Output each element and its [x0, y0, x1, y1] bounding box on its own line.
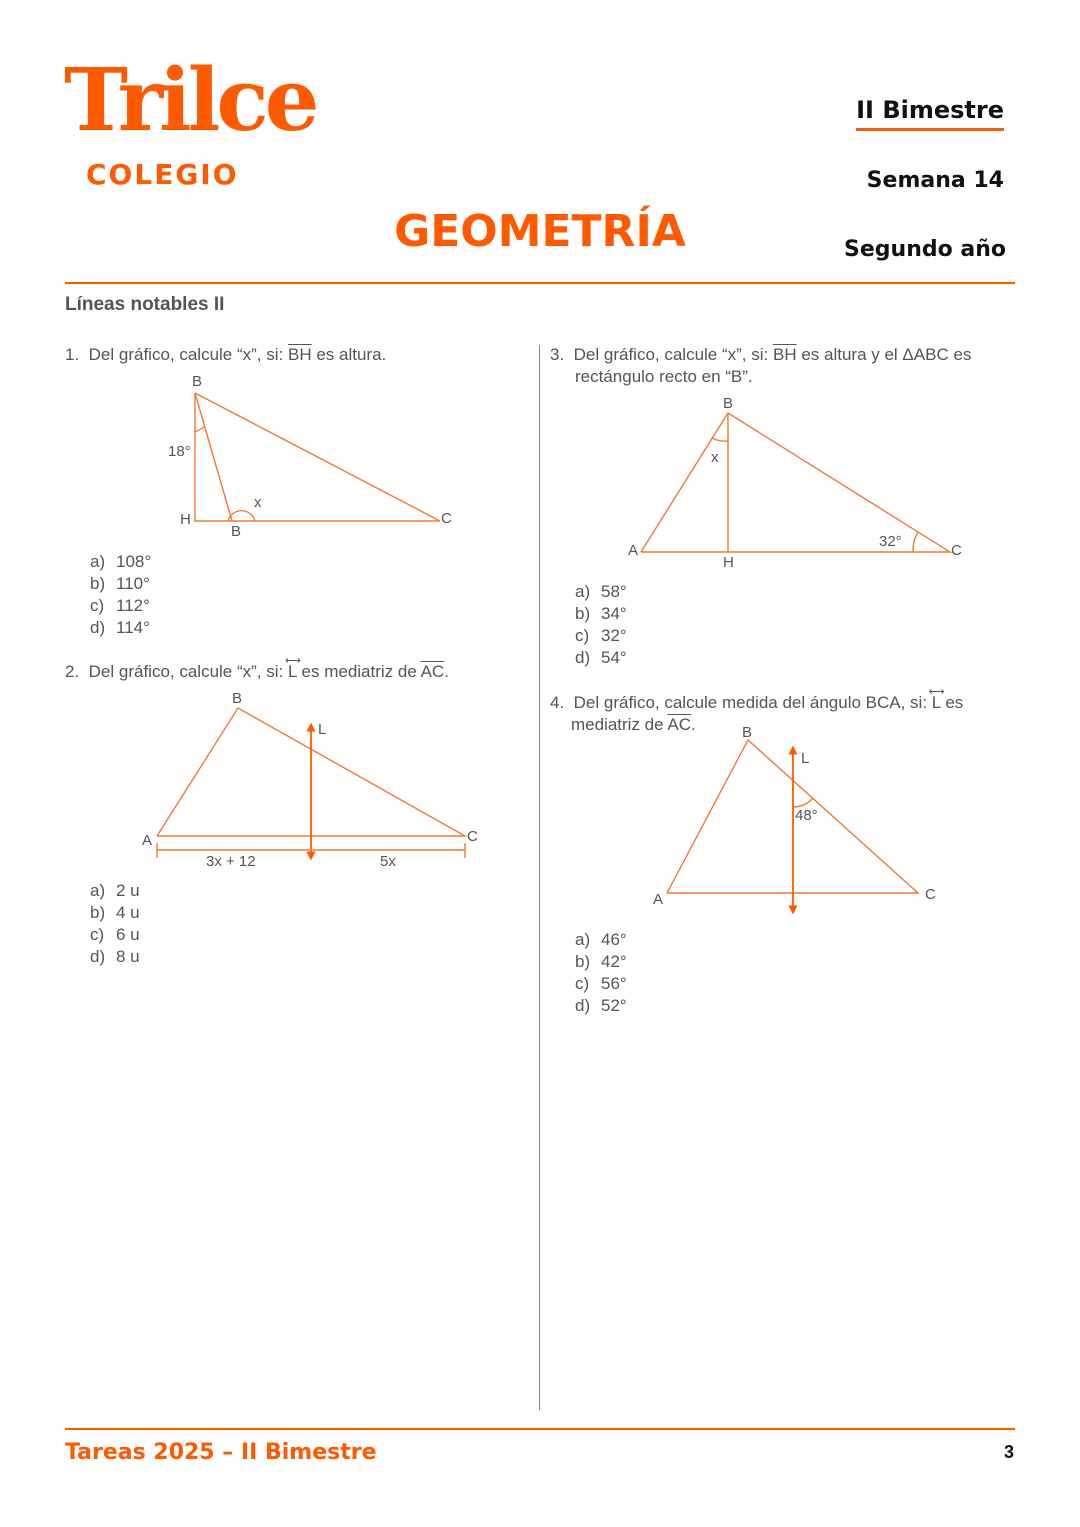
line-L: ⟷ L	[928, 686, 945, 712]
option[interactable]: d) 8 u	[90, 947, 140, 966]
diagram-2	[157, 708, 465, 858]
svg-text:B: B	[231, 523, 242, 540]
svg-text:L: L	[318, 721, 327, 738]
svg-text:B: B	[232, 690, 243, 707]
option[interactable]: a) 108°	[90, 552, 152, 571]
option[interactable]: d) 54°	[575, 648, 627, 667]
option[interactable]: d) 52°	[575, 996, 627, 1015]
option[interactable]: d) 114°	[90, 618, 150, 637]
svg-text:18°: 18°	[168, 443, 191, 460]
diagram-1	[195, 393, 440, 521]
subject-title: GEOMETRÍA	[394, 206, 686, 257]
svg-text:C: C	[951, 542, 962, 559]
diagram-3	[641, 413, 950, 552]
trilce-logo: Trilce	[64, 50, 316, 151]
svg-text:B: B	[192, 373, 203, 390]
svg-text:48°: 48°	[795, 807, 818, 824]
svg-text:B: B	[723, 395, 734, 412]
diagram-4	[667, 740, 918, 910]
option[interactable]: a) 58°	[575, 582, 627, 601]
svg-text:C: C	[467, 828, 478, 845]
svg-text:C: C	[441, 510, 452, 527]
footer-divider	[65, 1428, 1015, 1430]
svg-text:H: H	[723, 554, 734, 571]
option[interactable]: c) 56°	[575, 974, 627, 993]
option[interactable]: c) 6 u	[90, 925, 140, 944]
question-1: 1. Del gráfico, calcule “x”, si: $\overline{BH}$ es altura.	[65, 345, 387, 364]
svg-text:x: x	[254, 494, 262, 511]
topic-title: Líneas notables II	[65, 294, 225, 315]
question-3: 3. Del gráfico, calcule “x”, si: $\overline{BH}$ es altura y el ΔABC es rectángulo recto en “B”.	[550, 345, 972, 386]
option[interactable]: b) 42°	[575, 952, 627, 971]
logo-subtitle: COLEGIO	[86, 158, 239, 191]
option[interactable]: a) 46°	[575, 930, 627, 949]
bimester-label: II Bimestre	[856, 96, 1004, 131]
question-4: 4. Del gráfico, calcule medida del ángulo BCA, si: ⟷ L es mediatriz de $\overline{AC}$.	[550, 686, 964, 734]
svg-text:A: A	[628, 542, 639, 559]
svg-text:H: H	[180, 511, 191, 528]
option[interactable]: b) 34°	[575, 604, 627, 623]
question-2: 2. Del gráfico, calcule “x”, si: ⟷ L es mediatriz de $\overline{AC}$.	[65, 655, 449, 681]
svg-text:x: x	[711, 449, 719, 466]
option[interactable]: c) 112°	[90, 596, 150, 615]
grade-label: Segundo año	[844, 237, 1006, 262]
page-number: 3	[1003, 1442, 1014, 1462]
option[interactable]: c) 32°	[575, 626, 627, 645]
line-L: ⟷ L	[284, 655, 301, 681]
svg-text:5x: 5x	[380, 853, 396, 870]
week-label: Semana 14	[866, 168, 1004, 193]
option[interactable]: b) 4 u	[90, 903, 140, 922]
svg-text:32°: 32°	[879, 533, 902, 550]
svg-text:3x + 12: 3x + 12	[206, 853, 256, 870]
svg-text:C: C	[925, 886, 936, 903]
option[interactable]: a) 2 u	[90, 881, 140, 900]
footer-text: Tareas 2025 – II Bimestre	[65, 1440, 377, 1465]
svg-text:B: B	[742, 724, 753, 741]
svg-text:L: L	[801, 750, 810, 767]
option[interactable]: b) 110°	[90, 574, 150, 593]
svg-text:A: A	[653, 891, 664, 908]
svg-text:A: A	[142, 832, 153, 849]
